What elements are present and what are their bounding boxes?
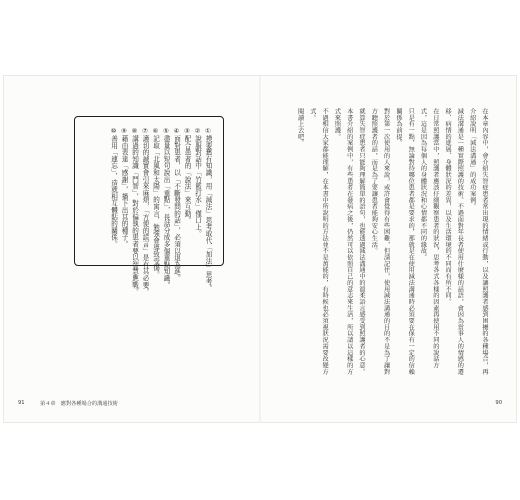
book-spread bbox=[4, 76, 516, 422]
tip-item: ⑧講過的知識「鬥智」，對於偏執的患者要以智慧應戰。 bbox=[130, 127, 139, 296]
tips-list bbox=[108, 127, 213, 296]
page-number-left: 91 bbox=[18, 400, 25, 406]
paragraph: 只是有一點，無論對待哪位患者都是要求的，那就是在使用減法溝通時必須要在保有一定的信賴關係為前提。 bbox=[394, 108, 415, 375]
paragraph: 就算失智症患者只能夠理解簡單的語句，也能透過減法溝通中的溫柔語言感受到照護者的心意。 bbox=[358, 108, 366, 375]
tips-box bbox=[74, 116, 224, 296]
tip-item: ①摸要舊有知識，用「減法」思考取代「加法」思考。 bbox=[204, 127, 212, 292]
tip-item: ④面對患者，以「不斷發問的話」，必須以退為進。 bbox=[172, 127, 181, 282]
right-page bbox=[261, 76, 516, 422]
left-footer bbox=[4, 400, 259, 410]
paragraph: 在本章內容中，會介紹失智症患者常出現的情緒或行動，以及讓照護者感到困擾的各種場合，再介紹說明「減法溝通」的成功案例。 bbox=[468, 108, 488, 375]
page-number-right: 90 bbox=[495, 400, 502, 406]
chapter-label: 第４章 應對各種場合的溝通技術 bbox=[40, 401, 118, 407]
tip-item: ⑤盡量以短句說出「重點」，長話分成多個重點知識。 bbox=[162, 127, 170, 289]
tip-item: ⑥記取「北風和太陽」的寓言，勉強會導致受傷。 bbox=[151, 127, 160, 278]
right-footer bbox=[261, 400, 516, 410]
paragraph: 減法溝通是一種實際照護的技術。不過面對年長者使用什麼樣的話語，會因為當事人的情感的遷移、病情的進展、身體狀況的差異，以及生活環境的不同而有所不同。 bbox=[444, 108, 464, 375]
paragraph: 閱讀上去吧。 bbox=[296, 108, 304, 147]
tip-item: ⑩善用「連忘」，造就相互體貼的關係。 bbox=[109, 127, 118, 248]
tip-item: ③配合患者的「說法」來互動。 bbox=[183, 127, 191, 224]
paragraph: 對於第一次使用的人來說，或許會覺得有些困難，但請記住，使用減法溝通的目的不是為了讓對方聽照護者的話，而是為了要讓患者能夠安心生活。 bbox=[370, 108, 390, 375]
tip-item: ⑦適切的誠實會引來麻煩，「方便的謊言」是有其必要。 bbox=[141, 127, 149, 296]
paragraph: 本書介紹的案例中，有些患者在發病之後，仍然可以依照自己的意志來生活，所以請以這樣的方式來照護。 bbox=[333, 108, 353, 375]
paragraph: 在日常照護當中，照護者應該仔細觀察患者的狀況，思考各式各樣的因素再使用不同的說話方式，這是因為每個人的身體狀況和心情都不同的緣故。 bbox=[419, 108, 439, 369]
paragraph: 不過相信大家都能理解，在本書中所說明的方法並不是萬能的，有時候也必須視狀況需要改變方式。 bbox=[308, 108, 329, 375]
tip-item: ②說服對話中「竹籃打水」僅口上。 bbox=[193, 127, 202, 238]
tip-item: ⑨藉由表達「感謝」，播下出其的種子。 bbox=[120, 127, 128, 248]
body-text bbox=[293, 108, 490, 378]
left-page bbox=[4, 76, 259, 422]
